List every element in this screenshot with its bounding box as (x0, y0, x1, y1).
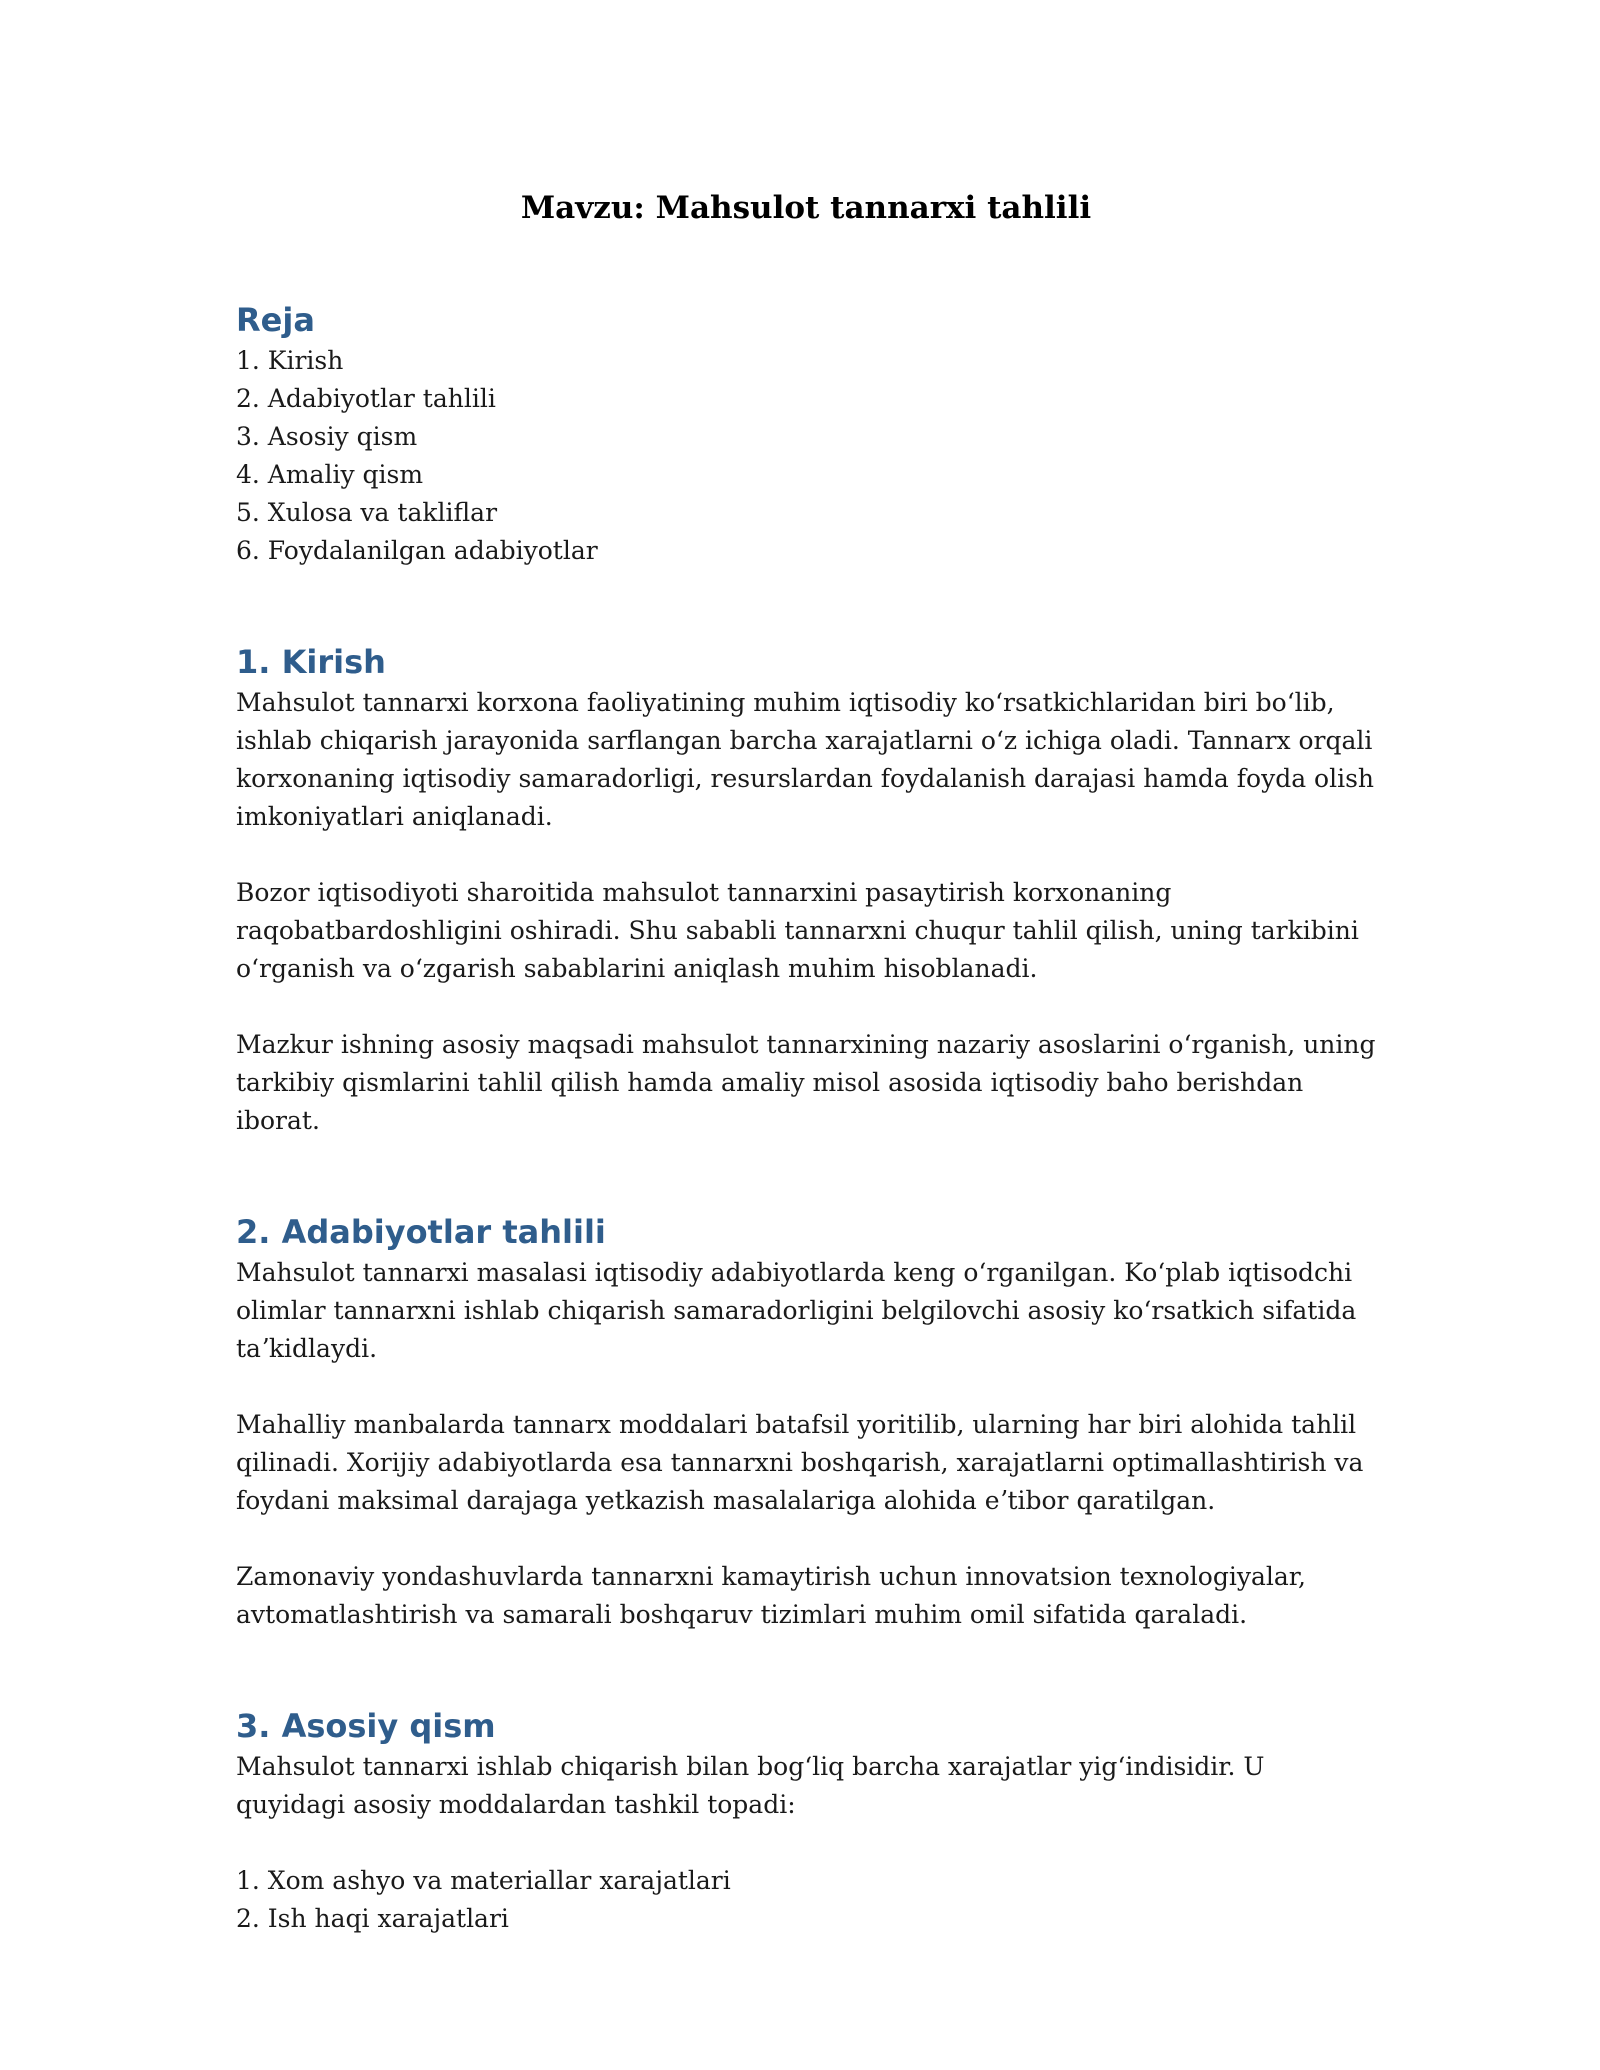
spacer (236, 570, 1376, 640)
spacer (236, 1520, 1376, 1558)
paragraph: Mahsulot tannarxi ishlab chiqarish bilan bogʻliq barcha xarajatlar yigʻindisidir. U quyidagi asosiy moddalardan tashkil topadi: (236, 1752, 1265, 1819)
plan-heading: Reja (236, 301, 315, 339)
paragraph: Mazkur ishning asosiy maqsadi mahsulot tannarxining nazariy asoslarini oʻrganish, uning tarkibiy qismlarini tahlil qilish hamda amaliy misol asosida iqtisodiy baho berishdan iborat. (236, 1030, 1376, 1135)
document-title: Mavzu: Mahsulot tannarxi tahlili (520, 190, 1092, 226)
spacer (236, 1824, 1376, 1862)
spacer (236, 1634, 1376, 1704)
plan-item: 3. Asosiy qism (236, 422, 418, 451)
plan-item: 6. Foydalanilgan adabiyotlar (236, 536, 598, 565)
plan-list (236, 342, 1376, 570)
section-kirish (236, 640, 1376, 1140)
section-heading: 1. Kirish (236, 643, 386, 681)
plan-section (236, 298, 1376, 570)
paragraph: Zamonaviy yondashuvlarda tannarxni kamaytirish uchun innovatsion texnologiyalar, avtomatlashtirish va samarali boshqaruv tizimlari muhim omil sifatida qaraladi. (236, 1562, 1306, 1629)
list-item: 2. Ish haqi xarajatlari (236, 1904, 509, 1933)
plan-item: 4. Amaliy qism (236, 460, 424, 489)
paragraph: Mahsulot tannarxi korxona faoliyatining muhim iqtisodiy koʻrsatkichlaridan biri boʻlib, ishlab chiqarish jarayonida sarflangan barcha xarajatlarni oʻz ichiga oladi. Tannarx orqali korxonaning iqtisodiy samaradorligi, resurslardan foydalanish darajasi hamda foyda olish imkoniyatlari aniqlanadi. (236, 688, 1375, 831)
spacer (236, 1140, 1376, 1210)
paragraph: Mahsulot tannarxi masalasi iqtisodiy adabiyotlarda keng oʻrganilgan. Koʻplab iqtisodchi olimlar tannarxni ishlab chiqarish samaradorligini belgilovchi asosiy koʻrsatkich sifatida taʼkidlaydi. (236, 1258, 1357, 1363)
spacer (236, 988, 1376, 1026)
list-item: 1. Xom ashyo va materiallar xarajatlari (236, 1866, 731, 1895)
cost-items-list (236, 1862, 1376, 1938)
paragraph: Bozor iqtisodiyoti sharoitida mahsulot tannarxini pasaytirish korxonaning raqobatbardoshligini oshiradi. Shu sababli tannarxni chuqur tahlil qilish, uning tarkibini oʻrganish va oʻzgarish sabablarini aniqlash muhim hisoblanadi. (236, 878, 1359, 983)
section-asosiy-qism (236, 1704, 1376, 1938)
plan-item: 5. Xulosa va takliflar (236, 498, 498, 527)
document-content (236, 186, 1376, 1938)
section-heading: 2. Adabiyotlar tahlili (236, 1213, 606, 1251)
plan-item: 1. Kirish (236, 346, 344, 375)
spacer (236, 1368, 1376, 1406)
paragraph: Mahalliy manbalarda tannarx moddalari batafsil yoritilib, ularning har biri alohida tahlil qilinadi. Xorijiy adabiyotlarda esa tannarxni boshqarish, xarajatlarni optimallashtirish va foydani maksimal darajaga yetkazish masalalariga alohida eʼtibor qaratilgan. (236, 1410, 1364, 1515)
section-heading: 3. Asosiy qism (236, 1707, 496, 1745)
section-adabiyotlar (236, 1210, 1376, 1634)
plan-item: 2. Adabiyotlar tahlili (236, 384, 496, 413)
spacer (236, 836, 1376, 874)
